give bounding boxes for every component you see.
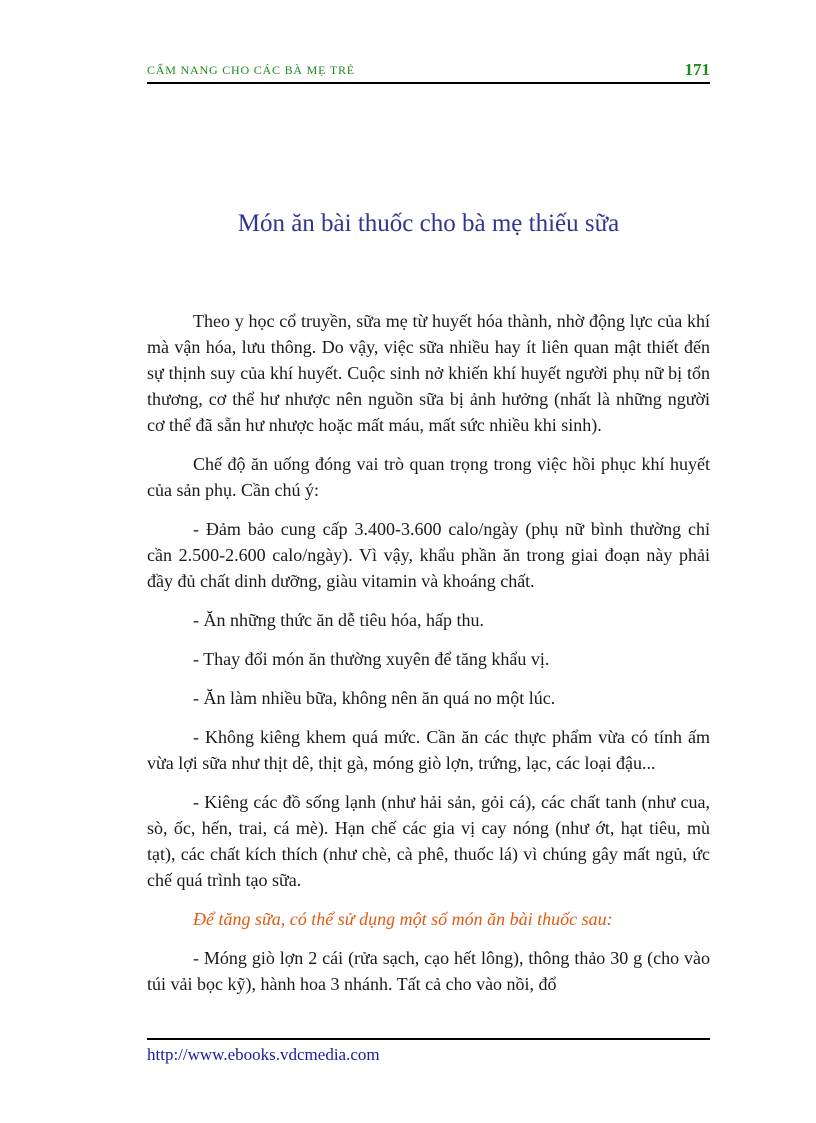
article-title: Món ăn bài thuốc cho bà mẹ thiếu sữa	[237, 210, 620, 237]
list-item: - Thay đổi món ăn thường xuyên để tăng khẩu vị.	[193, 649, 550, 669]
page-number: 171	[684, 60, 710, 79]
list-item: - Đảm bảo cung cấp 3.400-3.600 calo/ngày (phụ nữ bình thường chỉ cần 2.500-2.600 calo/ngày). Vì vậy, khẩu phần ăn trong giai đoạn này phải đầy đủ chất dinh dưỡng, giàu vitamin và khoáng chất.	[147, 519, 710, 591]
remedies-subheading: Để tăng sữa, có thể sử dụng một số món ăn bài thuốc sau:	[193, 909, 613, 929]
list-item: - Không kiêng khem quá mức. Cần ăn các thực phẩm vừa có tính ấm vừa lợi sữa như thịt dê, thịt gà, móng giò lợn, trứng, lạc, các loại đậu...	[147, 727, 710, 773]
list-item: - Ăn làm nhiều bữa, không nên ăn quá no một lúc.	[193, 688, 556, 708]
list-item: - Kiêng các đồ sống lạnh (như hải sản, gỏi cá), các chất tanh (như cua, sò, ốc, hến, trai, cá mè). Hạn chế các gia vị cay nóng (như ớt, hạt tiêu, mù tạt), các chất kích thích (như chè, cà phê, thuốc lá) vì chúng gây mất ngủ, ức chế quá trình tạo sữa.	[147, 792, 710, 890]
list-item: - Ăn những thức ăn dễ tiêu hóa, hấp thu.	[193, 610, 484, 630]
page-header	[147, 60, 710, 84]
footer-divider	[147, 1038, 710, 1040]
footer-url-link[interactable]: http://www.ebooks.vdcmedia.com	[147, 1045, 380, 1064]
list-item: - Móng giò lợn 2 cái (rửa sạch, cạo hết lông), thông thảo 30 g (cho vào túi vải bọc kỹ), hành hoa 3 nhánh. Tất cả cho vào nồi, đổ	[147, 948, 710, 994]
running-header-title: CẨM NANG CHO CÁC BÀ MẸ TRẺ	[147, 63, 355, 77]
intro-paragraph: Theo y học cổ truyền, sữa mẹ từ huyết hóa thành, nhờ động lực của khí mà vận hóa, lưu thông. Do vậy, việc sữa nhiều hay ít liên quan mật thiết đến sự thịnh suy của khí huyết. Cuộc sinh nở khiến khí huyết người phụ nữ bị tổn thương, cơ thể hư nhược nên nguồn sữa bị ảnh hưởng (nhất là những người cơ thể đã sẵn hư nhược hoặc mất máu, mất sức nhiều khi sinh).	[147, 311, 710, 435]
diet-intro-paragraph: Chế độ ăn uống đóng vai trò quan trọng trong việc hồi phục khí huyết của sản phụ. Cần chú ý:	[147, 454, 710, 500]
article-body	[147, 308, 710, 1010]
